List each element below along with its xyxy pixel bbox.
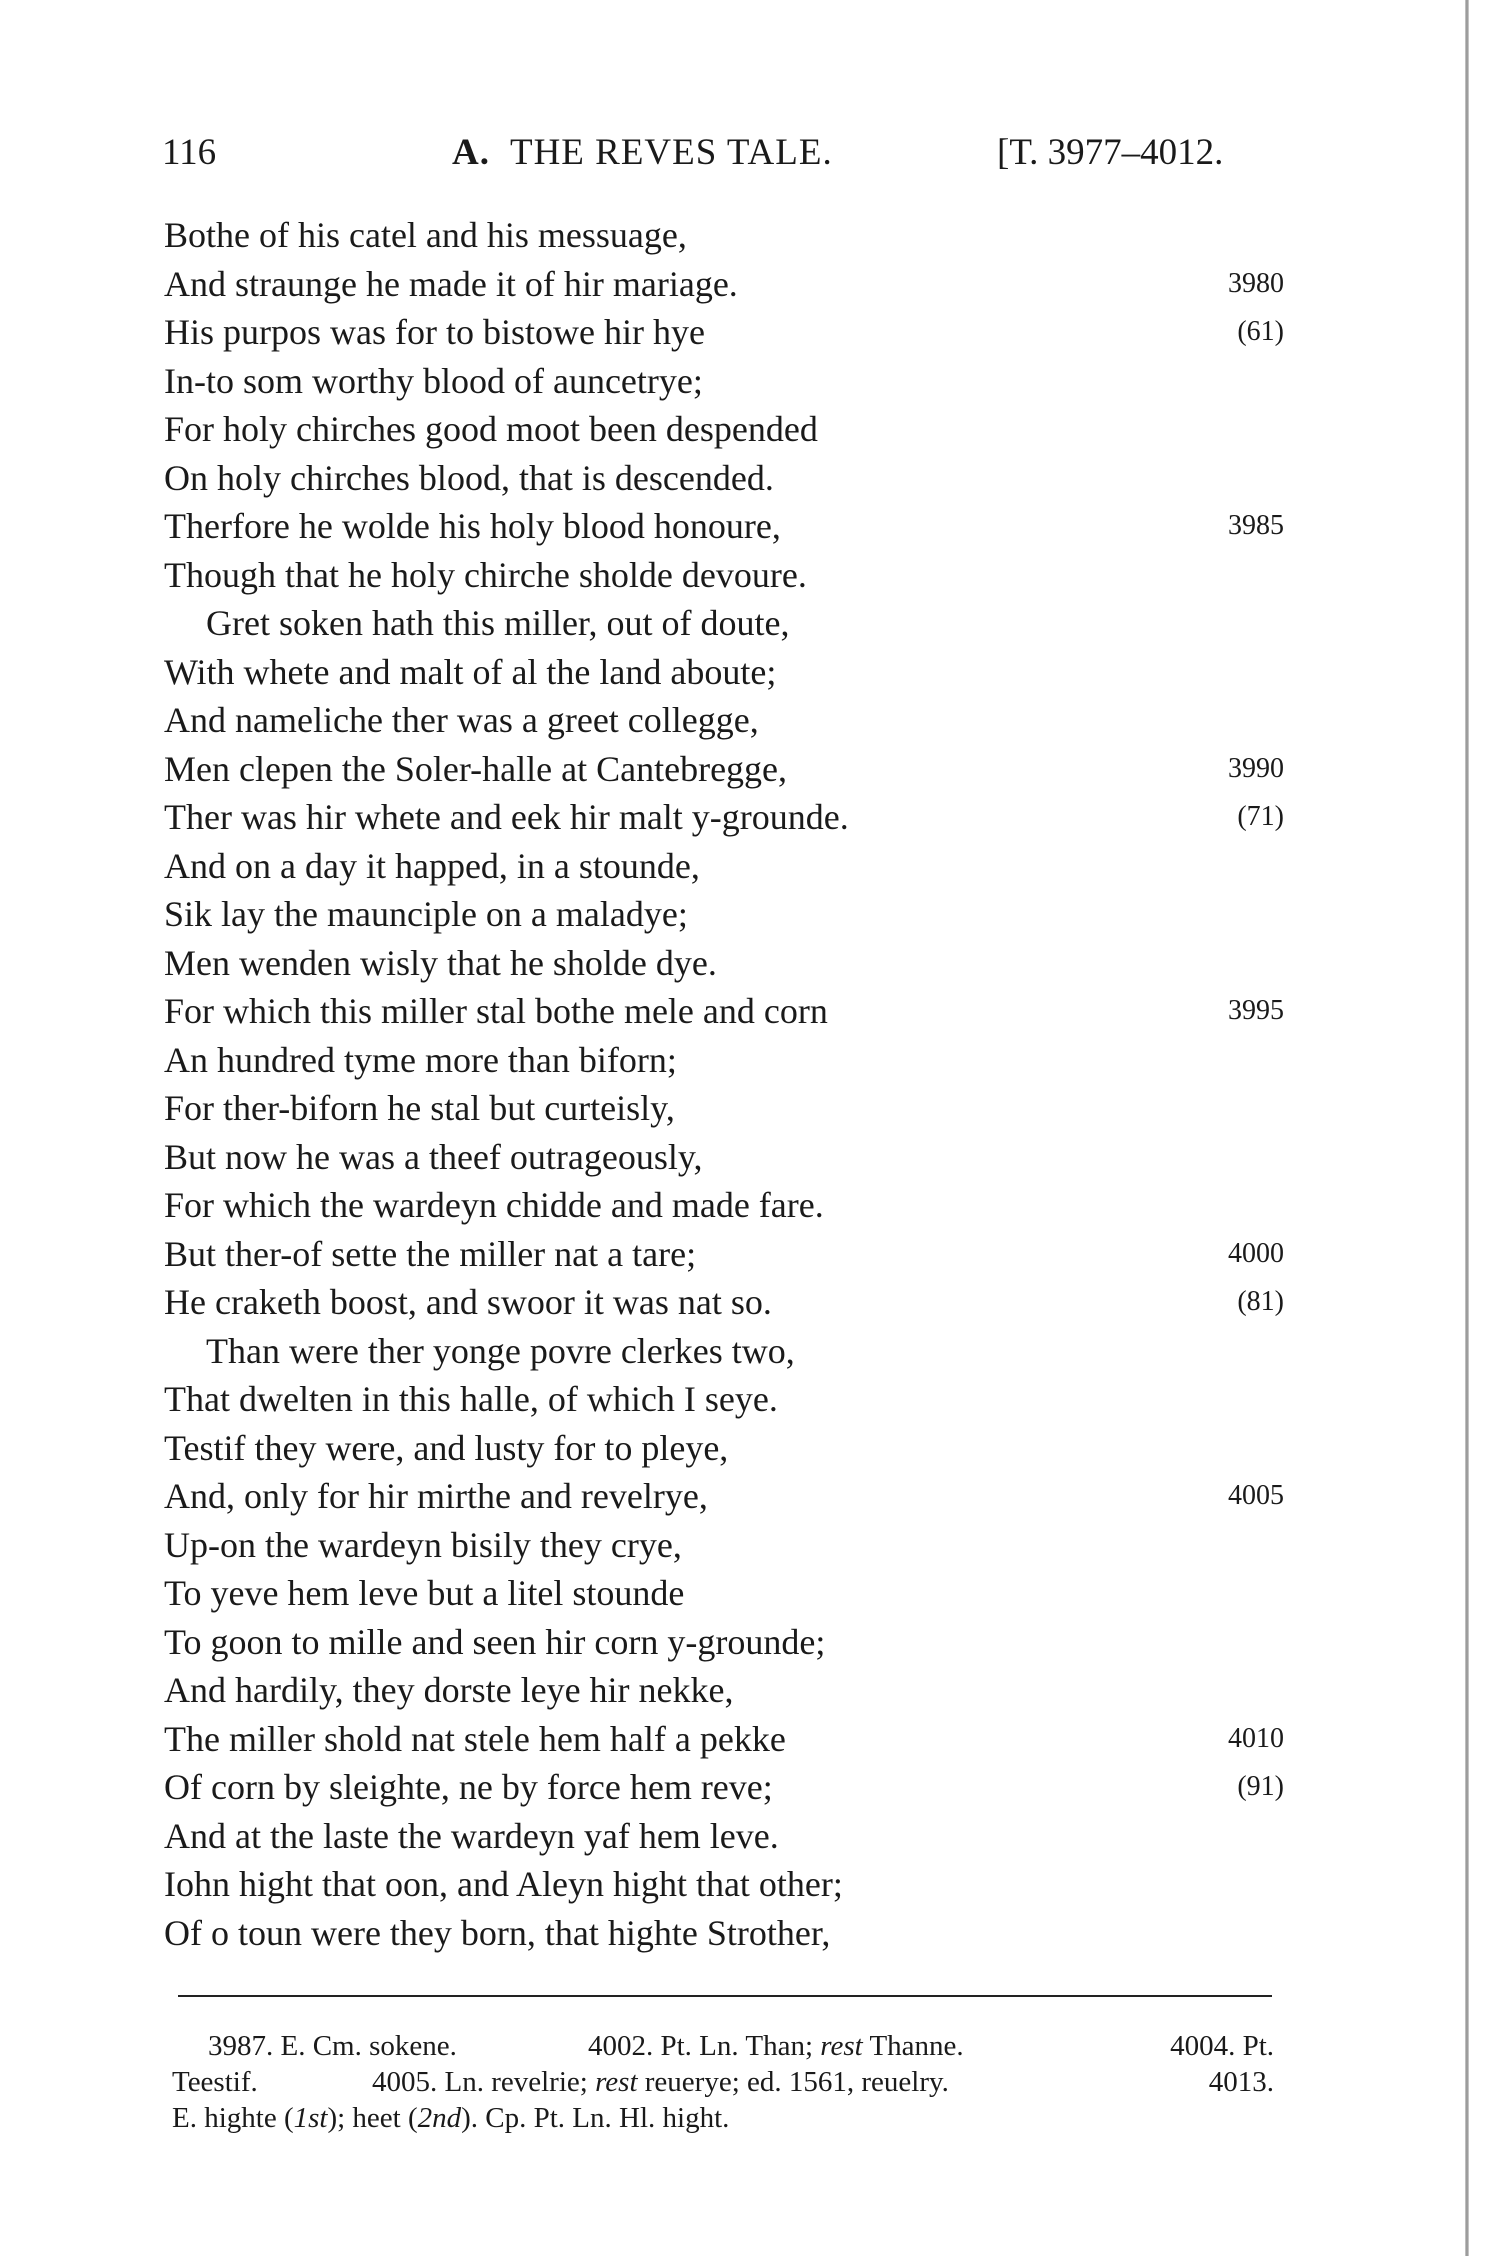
verse-text: The miller shold nat stele hem half a pekke [164,1718,786,1759]
verse-text: Than were ther yonge povre clerkes two, [206,1330,795,1371]
footnote-line-3 [172,2100,1274,2136]
line-number: 3985 [1228,510,1284,541]
verse-line [164,1521,1284,1570]
verse-text: And, only for hir mirthe and revelrye, [164,1476,708,1516]
footnote-4013-2nd: 2nd [417,2102,462,2134]
verse-line [164,260,1284,309]
verse-text: But now he was a theef outrageously, [164,1136,703,1177]
verse-line [164,1909,1284,1958]
footnote-4004: 4004. Pt. [1170,2030,1274,2062]
line-number: 3980 [1228,267,1284,299]
line-number: 3995 [1228,995,1284,1026]
footnote-4005 [372,2064,949,2100]
verse-text: For which this miller stal bothe mele and corn [164,991,828,1031]
page-number: 116 [162,132,217,173]
verse-text: To yeve hem leve but a litel stounde [164,1573,685,1613]
line-number: 3990 [1228,752,1284,784]
verse-text: In-to som worthy blood of auncetrye; [164,360,703,401]
verse-line [164,939,1284,988]
verse-text: Up-on the wardeyn bisily they crye, [164,1524,682,1565]
verse-line [164,1084,1284,1133]
footnote-4005-text: 4005. Ln. revelrie; [372,2066,588,2098]
verse-text: And nameliche ther was a greet collegge, [164,700,759,740]
verse-block [164,211,1284,1957]
verse-line [164,696,1284,745]
verse-line [164,1230,1284,1279]
verse-text: Bothe of his catel and his messuage, [164,215,687,255]
line-number: (81) [1237,1286,1284,1317]
footnote-line-2 [172,2064,1274,2100]
verse-line [164,357,1284,406]
verse-text: For holy chirches good moot been despended [164,409,818,449]
line-number: 4010 [1228,1722,1284,1754]
verse-text: Ther was hir whete and eek hir malt y-grounde. [164,797,849,837]
verse-text: And at the laste the wardeyn yaf hem leve. [164,1815,779,1856]
verse-text: Of corn by sleighte, ne by force hem reve; [164,1767,773,1807]
verse-text: And hardily, they dorste leye hir nekke, [164,1670,734,1710]
line-number: 4005 [1228,1480,1284,1511]
verse-text: Sik lay the maunciple on a maladye; [164,894,688,934]
verse-text: Of o toun were they born, that highte Strother, [164,1912,831,1953]
line-number: (61) [1237,316,1284,347]
footnote-4005-variant: reuerye; ed. 1561, reuelry. [644,2066,949,2098]
footnote-4013-text [172,2100,729,2136]
section-letter: A. [452,132,490,173]
running-header [162,128,1274,178]
verse-text: Therfore he wolde his holy blood honoure, [164,506,781,546]
verse-text: For ther-biforn he stal but curteisly, [164,1088,675,1128]
footnote-4002-text: 4002. Pt. Ln. Than; [588,2030,814,2062]
footnote-4013-1st: 1st [293,2102,328,2134]
footnotes [172,2028,1274,2136]
verse-text: And straunge he made it of hir mariage. [164,263,738,304]
verse-line [164,1569,1284,1618]
verse-line [164,1036,1284,1085]
verse-text: With whete and malt of al the land aboute; [164,651,777,692]
verse-text: He craketh boost, and swoor it was nat so. [164,1282,772,1322]
verse-line [164,890,1284,939]
verse-text: Gret soken hath this miller, out of doute, [206,603,790,643]
verse-line [164,1181,1284,1230]
footnote-4002-rest: rest [820,2030,863,2062]
verse-line [164,648,1284,697]
line-number: (91) [1237,1771,1284,1802]
verse-text: His purpos was for to bistowe hir hye [164,312,705,352]
verse-line [164,454,1284,503]
verse-line [164,551,1284,600]
footnote-line-1 [172,2028,1274,2064]
verse-line [164,405,1284,454]
footnote-4013-a: E. highte ( [172,2102,294,2134]
verse-line [164,308,1284,357]
footnote-4005-rest: rest [595,2066,638,2098]
verse-line [164,1715,1284,1764]
verse-line [164,1327,1284,1376]
verse-text: Men clepen the Soler-halle at Cantebregge, [164,748,788,789]
verse-line [164,1375,1284,1424]
verse-line [164,1133,1284,1182]
tale-title: THE REVES TALE. [509,132,833,173]
verse-line [164,842,1284,891]
verse-text: Men wenden wisly that he sholde dye. [164,942,717,983]
verse-line [164,793,1284,842]
line-number: (71) [1237,801,1284,832]
footnote-4013-c: ); heet ( [327,2102,418,2134]
verse-line [164,1278,1284,1327]
verse-text: Iohn hight that oon, and Aleyn hight that other; [164,1864,843,1904]
verse-line [164,1472,1284,1521]
footnote-4013-d: ). Cp. Pt. Ln. Hl. hight. [461,2102,730,2134]
verse-text: For which the wardeyn chidde and made fare. [164,1185,824,1225]
verse-text: But ther-of sette the miller nat a tare; [164,1233,697,1274]
verse-line [164,745,1284,794]
footnote-rule [178,1995,1272,1997]
verse-text: And on a day it happed, in a stounde, [164,845,700,886]
footnote-3987: 3987. E. Cm. sokene. [208,2030,457,2062]
verse-line [164,211,1284,260]
footnote-4002-variant: Thanne. [869,2030,964,2062]
verse-text: To goon to mille and seen hir corn y-grounde; [164,1621,826,1662]
verse-line [164,1424,1284,1473]
scan-edge-shadow [1465,0,1469,2256]
verse-text: Though that he holy chirche sholde devoure. [164,554,807,595]
verse-line [164,987,1284,1036]
verse-line [164,1666,1284,1715]
verse-text: An hundred tyme more than biforn; [164,1039,677,1080]
footnote-4004-variant: Teestif. [172,2066,258,2098]
verse-line [164,1812,1284,1861]
line-number: 4000 [1228,1237,1284,1269]
verse-text: Testif they were, and lusty for to pleye, [164,1427,729,1468]
running-title [452,128,833,178]
verse-line [164,1763,1284,1812]
verse-line [164,599,1284,648]
verse-line [164,1860,1284,1909]
footnote-4002 [588,2028,964,2064]
line-range: [T. 3977–4012. [997,132,1224,173]
verse-line [164,1618,1284,1667]
footnote-4013: 4013. [1208,2066,1274,2098]
verse-line [164,502,1284,551]
verse-text: That dwelten in this halle, of which I seye. [164,1379,778,1419]
verse-text: On holy chirches blood, that is descended. [164,457,774,498]
